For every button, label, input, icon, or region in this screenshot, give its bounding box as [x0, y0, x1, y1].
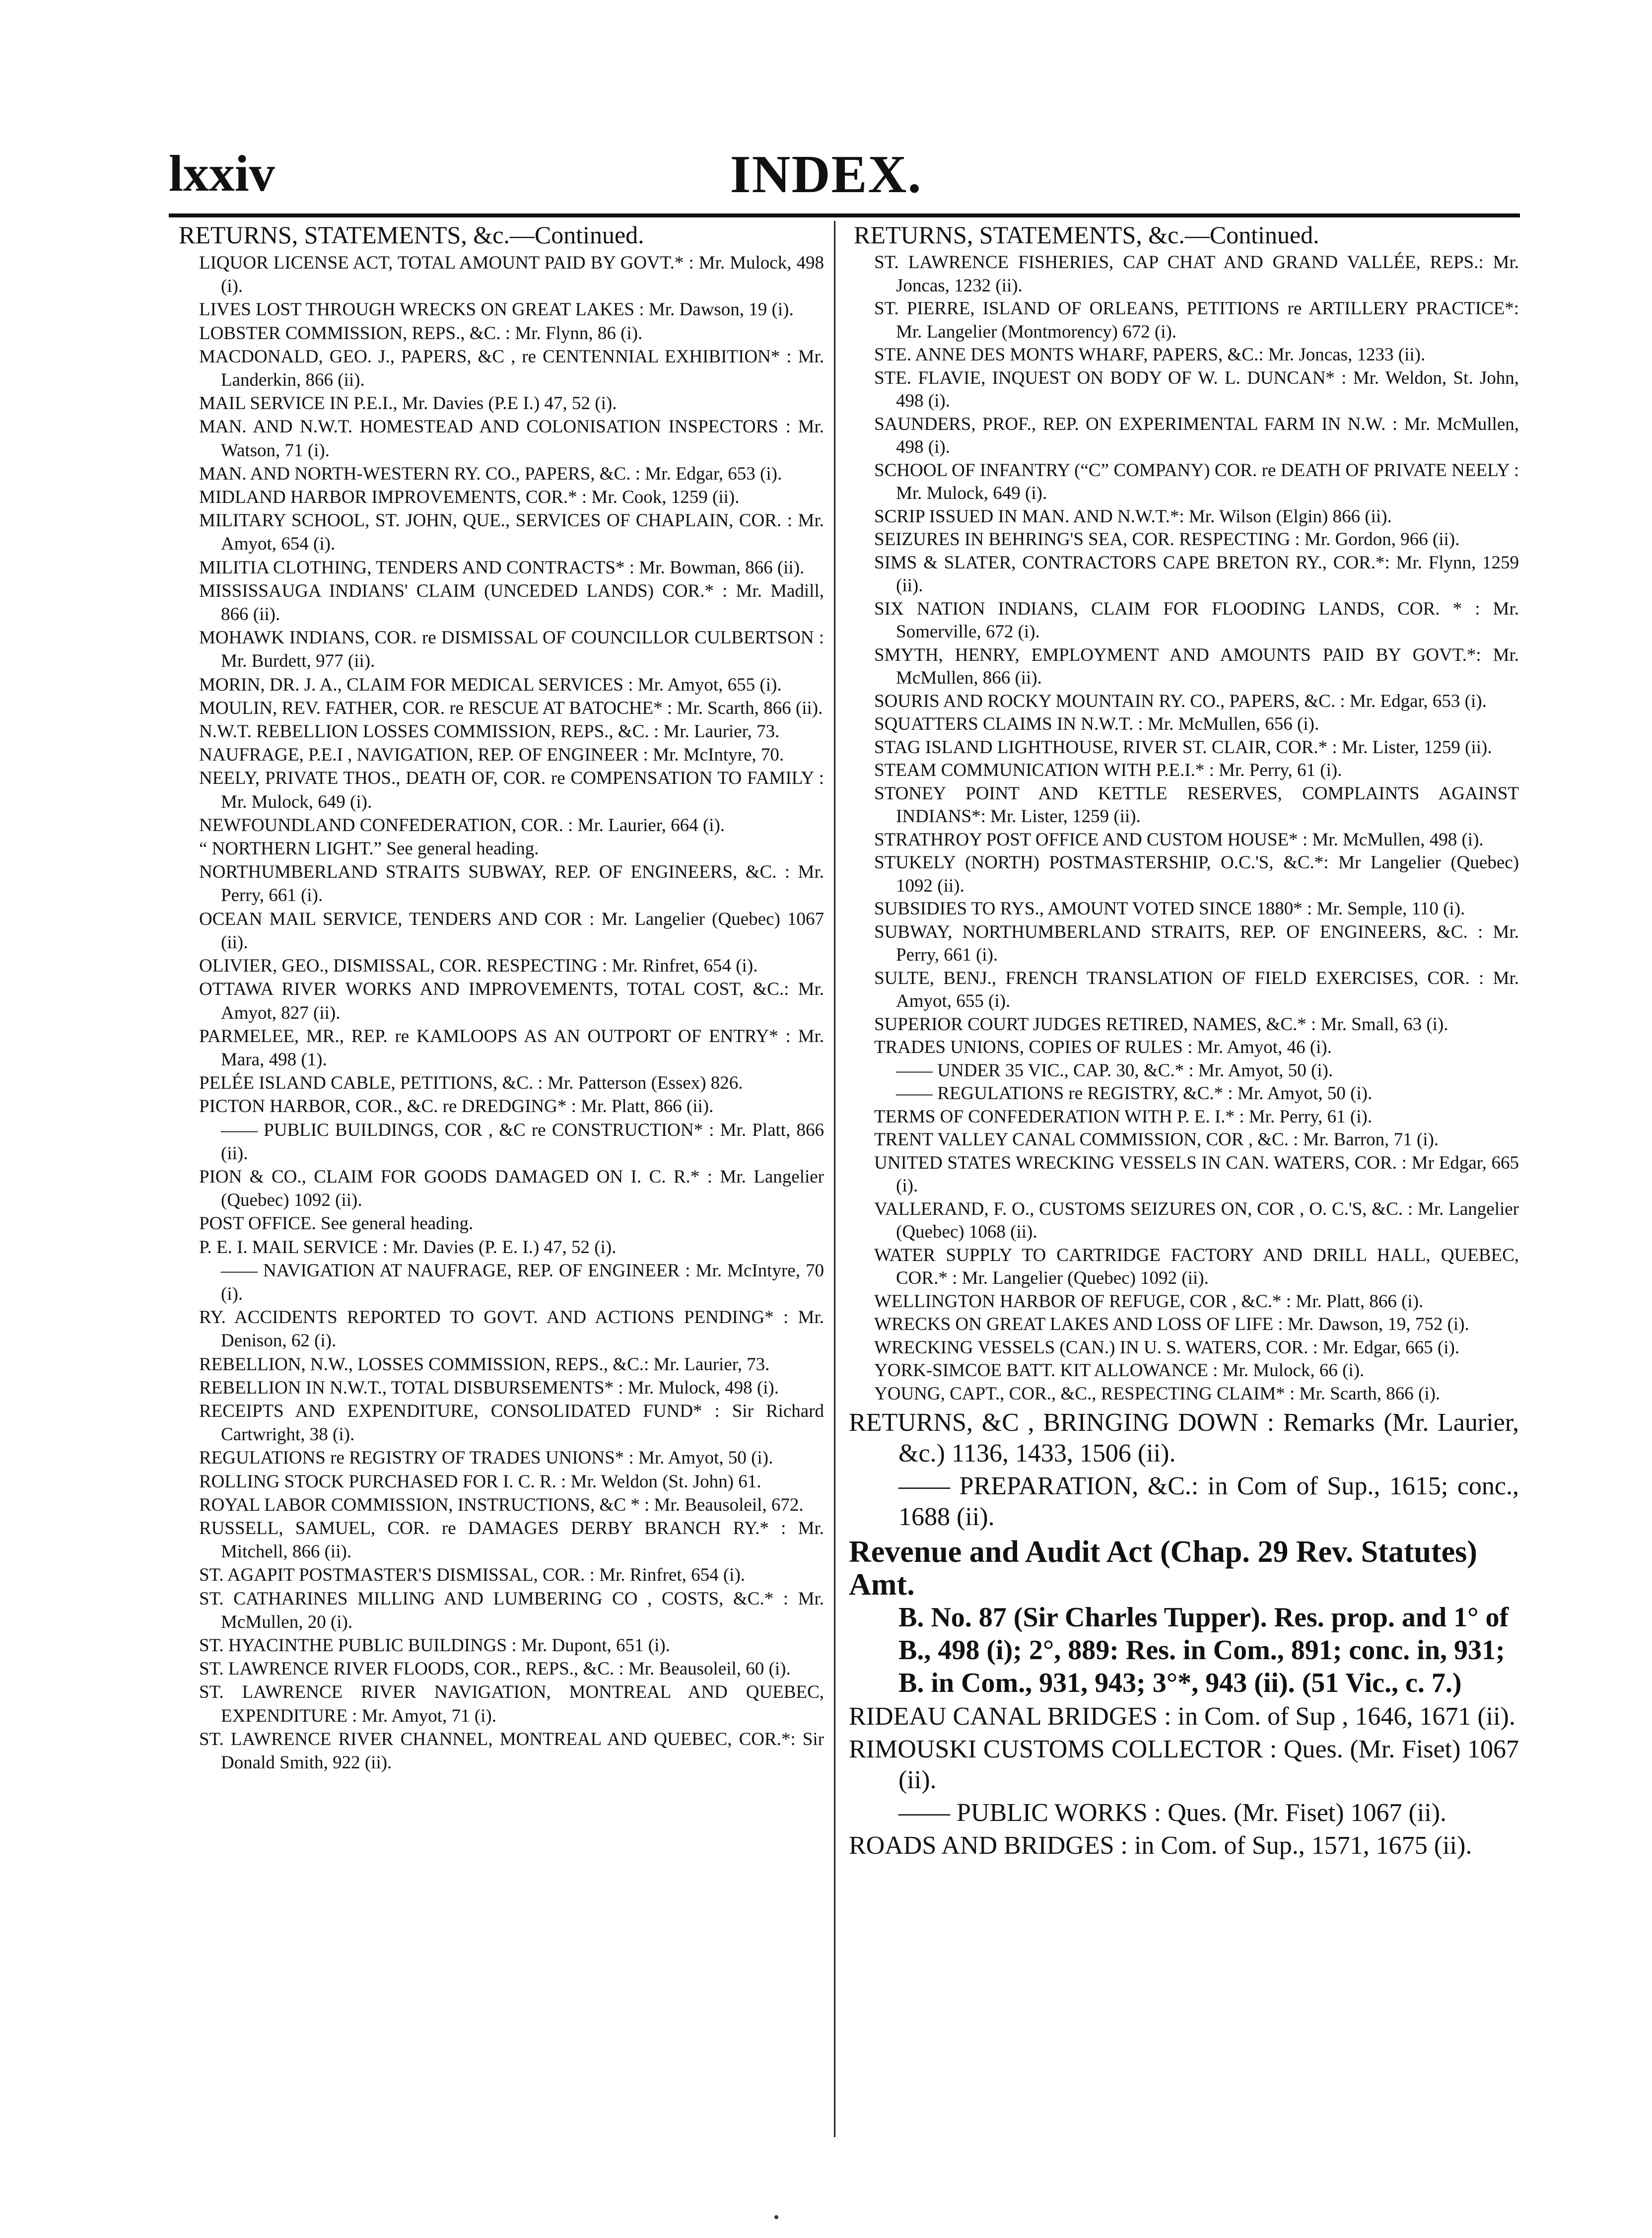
index-entry: ROLLING STOCK PURCHASED FOR I. C. R. : Mr. Weldon (St. John) 61. — [199, 1471, 761, 1492]
index-entry: SIMS & SLATER, CONTRACTORS CAPE BRETON RY., COR.*: Mr. Flynn, 1259 (ii). — [874, 552, 1519, 596]
index-entry: SQUATTERS CLAIMS IN N.W.T. : Mr. McMullen, 656 (i). — [874, 714, 1319, 734]
index-entry: ST. PIERRE, ISLAND OF ORLEANS, PETITIONS re ARTILLERY PRACTICE*: Mr. Langelier (Montmorency) 672 (i). — [874, 298, 1519, 342]
index-entry: WRECKING VESSELS (CAN.) IN U. S. WATERS, COR. : Mr. Edgar, 665 (i). — [874, 1337, 1460, 1358]
revenue-audit-act-entry — [844, 1536, 1519, 1699]
index-entry: P. E. I. MAIL SERVICE : Mr. Davies (P. E. I.) 47, 52 (i). — [199, 1237, 617, 1258]
index-subentry: —— UNDER 35 VIC., CAP. 30, &C.* : Mr. Amyot, 50 (i). — [896, 1060, 1333, 1081]
index-subentry: —— PUBLIC BUILDINGS, COR , &C re CONSTRUCTION* : Mr. Platt, 866 (ii). — [221, 1119, 824, 1164]
index-entry: MILITIA CLOTHING, TENDERS AND CONTRACTS* : Mr. Bowman, 866 (ii). — [199, 557, 805, 578]
main-index-entry: ROADS AND BRIDGES : in Com. of Sup., 1571, 1675 (ii). — [849, 1831, 1472, 1860]
index-entry: REGULATIONS re REGISTRY OF TRADES UNIONS* : Mr. Amyot, 50 (i). — [199, 1448, 773, 1469]
right-column-heading: RETURNS, STATEMENTS, &c.—Continued. — [854, 221, 1319, 249]
main-index-entry: RIMOUSKI CUSTOMS COLLECTOR : Ques. (Mr. Fiset) 1067 (ii). — [849, 1735, 1519, 1794]
index-entry: ST. HYACINTHE PUBLIC BUILDINGS : Mr. Dupont, 651 (i). — [199, 1635, 670, 1656]
index-entry: OTTAWA RIVER WORKS AND IMPROVEMENTS, TOTAL COST, &C.: Mr. Amyot, 827 (ii). — [199, 979, 824, 1023]
index-entry: STE. FLAVIE, INQUEST ON BODY OF W. L. DUNCAN* : Mr. Weldon, St. John, 498 (i). — [874, 367, 1519, 411]
index-entry: MOHAWK INDIANS, COR. re DISMISSAL OF COUNCILLOR CULBERTSON : Mr. Burdett, 977 (ii). — [199, 628, 824, 672]
index-entry: ST. LAWRENCE RIVER NAVIGATION, MONTREAL AND QUEBEC, EXPENDITURE : Mr. Amyot, 71 (i). — [199, 1682, 824, 1726]
index-entry: MORIN, DR. J. A., CLAIM FOR MEDICAL SERVICES : Mr. Amyot, 655 (i). — [199, 674, 782, 695]
left-entry-list — [169, 251, 824, 1774]
left-column — [169, 218, 824, 1774]
index-entry: STEAM COMMUNICATION WITH P.E.I.* : Mr. Perry, 61 (i). — [874, 760, 1342, 780]
index-entry: LIQUOR LICENSE ACT, TOTAL AMOUNT PAID BY GOVT.* : Mr. Mulock, 498 (i). — [199, 253, 824, 297]
index-entry: ST. CATHARINES MILLING AND LUMBERING CO , COSTS, &C.* : Mr. McMullen, 20 (i). — [199, 1588, 824, 1632]
index-entry: TRADES UNIONS, COPIES OF RULES : Mr. Amyot, 46 (i). — [874, 1037, 1332, 1057]
index-entry: PARMELEE, MR., REP. re KAMLOOPS AS AN OUTPORT OF ENTRY* : Mr. Mara, 498 (1). — [199, 1026, 824, 1070]
left-column-heading: RETURNS, STATEMENTS, &c.—Continued. — [179, 221, 644, 249]
index-entry: MAN. AND N.W.T. HOMESTEAD AND COLONISATION INSPECTORS : Mr. Watson, 71 (i). — [199, 417, 824, 461]
index-entry: SEIZURES IN BEHRING'S SEA, COR. RESPECTING : Mr. Gordon, 966 (ii). — [874, 529, 1460, 550]
page-speck — [774, 2215, 778, 2219]
index-entry: OCEAN MAIL SERVICE, TENDERS AND COR : Mr. Langelier (Quebec) 1067 (ii). — [199, 909, 824, 953]
index-entry: VALLERAND, F. O., CUSTOMS SEIZURES ON, COR , O. C.'S, &C. : Mr. Langelier (Quebec) 1068 (ii). — [874, 1198, 1519, 1242]
main-index-subentry: —— PREPARATION, &C.: in Com of Sup., 1615; conc., 1688 (ii). — [898, 1472, 1519, 1531]
index-entry: RECEIPTS AND EXPENDITURE, CONSOLIDATED FUND* : Sir Richard Cartwright, 38 (i). — [199, 1400, 824, 1445]
index-entry: NEWFOUNDLAND CONFEDERATION, COR. : Mr. Laurier, 664 (i). — [199, 815, 725, 836]
index-entry: STONEY POINT AND KETTLE RESERVES, COMPLAINTS AGAINST INDIANS*: Mr. Lister, 1259 (ii). — [874, 783, 1519, 827]
column-divider — [834, 221, 835, 2137]
index-entry: PELÉE ISLAND CABLE, PETITIONS, &C. : Mr. Patterson (Essex) 826. — [199, 1073, 743, 1094]
index-entry: WELLINGTON HARBOR OF REFUGE, COR , &C.* : Mr. Platt, 866 (i). — [874, 1291, 1424, 1312]
index-entry: SULTE, BENJ., FRENCH TRANSLATION OF FIELD EXERCISES, COR. : Mr. Amyot, 655 (i). — [874, 968, 1519, 1011]
index-entry: YORK-SIMCOE BATT. KIT ALLOWANCE : Mr. Mulock, 66 (i). — [874, 1360, 1365, 1381]
page-title: INDEX. — [730, 145, 922, 204]
index-entry: UNITED STATES WRECKING VESSELS IN CAN. WATERS, COR. : Mr Edgar, 665 (i). — [874, 1152, 1519, 1196]
index-entry: PICTON HARBOR, COR., &C. re DREDGING* : Mr. Platt, 866 (ii). — [199, 1096, 714, 1117]
right-column — [844, 218, 1519, 1861]
index-entry: REBELLION IN N.W.T., TOTAL DISBURSEMENTS* : Mr. Mulock, 498 (i). — [199, 1377, 779, 1398]
index-entry: WATER SUPPLY TO CARTRIDGE FACTORY AND DRILL HALL, QUEBEC, COR.* : Mr. Langelier (Quebec) 1092 (ii). — [874, 1245, 1519, 1288]
index-entry: POST OFFICE. See general heading. — [199, 1213, 474, 1234]
right-tail-entry-list — [844, 1701, 1519, 1861]
index-entry: N.W.T. REBELLION LOSSES COMMISSION, REPS., &C. : Mr. Laurier, 73. — [199, 721, 780, 742]
index-entry: MAN. AND NORTH-WESTERN RY. CO., PAPERS, &C. : Mr. Edgar, 653 (i). — [199, 463, 782, 484]
index-entry: STRATHROY POST OFFICE AND CUSTOM HOUSE* : Mr. McMullen, 498 (i). — [874, 829, 1484, 850]
index-entry: SUBSIDIES TO RYS., AMOUNT VOTED SINCE 1880* : Mr. Semple, 110 (i). — [874, 899, 1465, 919]
index-entry: ROYAL LABOR COMMISSION, INSTRUCTIONS, &C * : Mr. Beausoleil, 672. — [199, 1494, 804, 1515]
page-number: lxxiv — [169, 145, 275, 202]
index-entry: MOULIN, REV. FATHER, COR. re RESCUE AT BATOCHE* : Mr. Scarth, 866 (ii). — [199, 698, 823, 718]
index-entry: MACDONALD, GEO. J., PAPERS, &C , re CENTENNIAL EXHIBITION* : Mr. Landerkin, 866 (ii). — [199, 346, 824, 391]
index-entry: STUKELY (NORTH) POSTMASTERSHIP, O.C.'S, &C.*: Mr Langelier (Quebec) 1092 (ii). — [874, 852, 1519, 896]
index-entry: STAG ISLAND LIGHTHOUSE, RIVER ST. CLAIR, COR.* : Mr. Lister, 1259 (ii). — [874, 737, 1492, 758]
index-entry: SMYTH, HENRY, EMPLOYMENT AND AMOUNTS PAID BY GOVT.*: Mr. McMullen, 866 (ii). — [874, 644, 1519, 688]
index-entry: SUBWAY, NORTHUMBERLAND STRAITS, REP. OF ENGINEERS, &C. : Mr. Perry, 661 (i). — [874, 921, 1519, 965]
index-entry: RUSSELL, SAMUEL, COR. re DAMAGES DERBY BRANCH RY.* : Mr. Mitchell, 866 (ii). — [199, 1518, 824, 1562]
main-index-subentry: —— PUBLIC WORKS : Ques. (Mr. Fiset) 1067 (ii). — [898, 1799, 1447, 1827]
index-entry: SIX NATION INDIANS, CLAIM FOR FLOODING LANDS, COR. * : Mr. Somerville, 672 (i). — [874, 598, 1519, 642]
revenue-audit-act-heading: Revenue and Audit Act (Chap. 29 Rev. Statutes) Amt. — [849, 1535, 1477, 1602]
index-entry: MISSISSAUGA INDIANS' CLAIM (UNCEDED LANDS) COR.* : Mr. Madill, 866 (ii). — [199, 580, 824, 625]
index-entry: MILITARY SCHOOL, ST. JOHN, QUE., SERVICES OF CHAPLAIN, COR. : Mr. Amyot, 654 (i). — [199, 510, 824, 555]
index-entry: SAUNDERS, PROF., REP. ON EXPERIMENTAL FARM IN N.W. : Mr. McMullen, 498 (i). — [874, 414, 1519, 457]
index-entry: SCHOOL OF INFANTRY (“C” COMPANY) COR. re DEATH OF PRIVATE NEELY : Mr. Mulock, 649 (i). — [874, 460, 1519, 503]
main-index-entry: RETURNS, &C , BRINGING DOWN : Remarks (Mr. Laurier, &c.) 1136, 1433, 1506 (ii). — [849, 1408, 1519, 1468]
revenue-audit-act-details: B. No. 87 (Sir Charles Tupper). Res. prop. and 1° of B., 498 (i); 2°, 889: Res. in Com., 891; conc. in, 931; B. in Com., 931, 943; 3°*, 943 (ii). (51 Vic., c. 7.) — [898, 1602, 1509, 1698]
index-entry: TRENT VALLEY CANAL COMMISSION, COR , &C. : Mr. Barron, 71 (i). — [874, 1129, 1439, 1150]
index-entry: NEELY, PRIVATE THOS., DEATH OF, COR. re COMPENSATION TO FAMILY : Mr. Mulock, 649 (i). — [199, 768, 824, 812]
index-subentry: —— NAVIGATION AT NAUFRAGE, REP. OF ENGINEER : Mr. McIntyre, 70 (i). — [221, 1260, 824, 1304]
index-entry: SCRIP ISSUED IN MAN. AND N.W.T.*: Mr. Wilson (Elgin) 866 (ii). — [874, 506, 1392, 527]
index-entry: WRECKS ON GREAT LAKES AND LOSS OF LIFE : Mr. Dawson, 19, 752 (i). — [874, 1314, 1469, 1334]
index-entry: NAUFRAGE, P.E.I , NAVIGATION, REP. OF ENGINEER : Mr. McIntyre, 70. — [199, 745, 784, 766]
index-entry: ST. AGAPIT POSTMASTER'S DISMISSAL, COR. : Mr. Rinfret, 654 (i). — [199, 1565, 746, 1586]
right-entry-list — [844, 251, 1519, 1533]
index-subentry: —— REGULATIONS re REGISTRY, &C.* : Mr. Amyot, 50 (i). — [896, 1083, 1373, 1104]
index-entry: “ NORTHERN LIGHT.” See general heading. — [199, 839, 539, 859]
index-entry: LIVES LOST THROUGH WRECKS ON GREAT LAKES : Mr. Dawson, 19 (i). — [199, 299, 794, 320]
index-entry: NORTHUMBERLAND STRAITS SUBWAY, REP. OF ENGINEERS, &C. : Mr. Perry, 661 (i). — [199, 862, 824, 906]
index-entry: TERMS OF CONFEDERATION WITH P. E. I.* : Mr. Perry, 61 (i). — [874, 1106, 1373, 1127]
index-entry: REBELLION, N.W., LOSSES COMMISSION, REPS., &C.: Mr. Laurier, 73. — [199, 1354, 770, 1375]
index-entry: SUPERIOR COURT JUDGES RETIRED, NAMES, &C.* : Mr. Small, 63 (i). — [874, 1014, 1448, 1035]
index-entry: ST. LAWRENCE FISHERIES, CAP CHAT AND GRAND VALLÉE, REPS.: Mr. Joncas, 1232 (ii). — [874, 252, 1519, 296]
index-entry: RY. ACCIDENTS REPORTED TO GOVT. AND ACTIONS PENDING* : Mr. Denison, 62 (i). — [199, 1307, 824, 1351]
index-entry: ST. LAWRENCE RIVER CHANNEL, MONTREAL AND QUEBEC, COR.*: Sir Donald Smith, 922 (ii). — [199, 1729, 824, 1773]
index-entry: SOURIS AND ROCKY MOUNTAIN RY. CO., PAPERS, &C. : Mr. Edgar, 653 (i). — [874, 691, 1487, 711]
page-header — [149, 144, 1503, 218]
index-entry: PION & CO., CLAIM FOR GOODS DAMAGED ON I. C. R.* : Mr. Langelier (Quebec) 1092 (ii). — [199, 1166, 824, 1211]
index-entry: YOUNG, CAPT., COR., &C., RESPECTING CLAIM* : Mr. Scarth, 866 (i). — [874, 1383, 1441, 1404]
index-entry: ST. LAWRENCE RIVER FLOODS, COR., REPS., &C. : Mr. Beausoleil, 60 (i). — [199, 1659, 791, 1679]
index-entry: LOBSTER COMMISSION, REPS., &C. : Mr. Flynn, 86 (i). — [199, 323, 643, 344]
header-rule — [169, 213, 1520, 217]
index-entry: MIDLAND HARBOR IMPROVEMENTS, COR.* : Mr. Cook, 1259 (ii). — [199, 487, 740, 508]
main-index-entry: RIDEAU CANAL BRIDGES : in Com. of Sup , 1646, 1671 (ii). — [849, 1702, 1515, 1731]
index-entry: OLIVIER, GEO., DISMISSAL, COR. RESPECTING : Mr. Rinfret, 654 (i). — [199, 956, 758, 977]
index-entry: MAIL SERVICE IN P.E.I., Mr. Davies (P.E I.) 47, 52 (i). — [199, 393, 617, 414]
index-entry: STE. ANNE DES MONTS WHARF, PAPERS, &C.: Mr. Joncas, 1233 (ii). — [874, 345, 1426, 365]
